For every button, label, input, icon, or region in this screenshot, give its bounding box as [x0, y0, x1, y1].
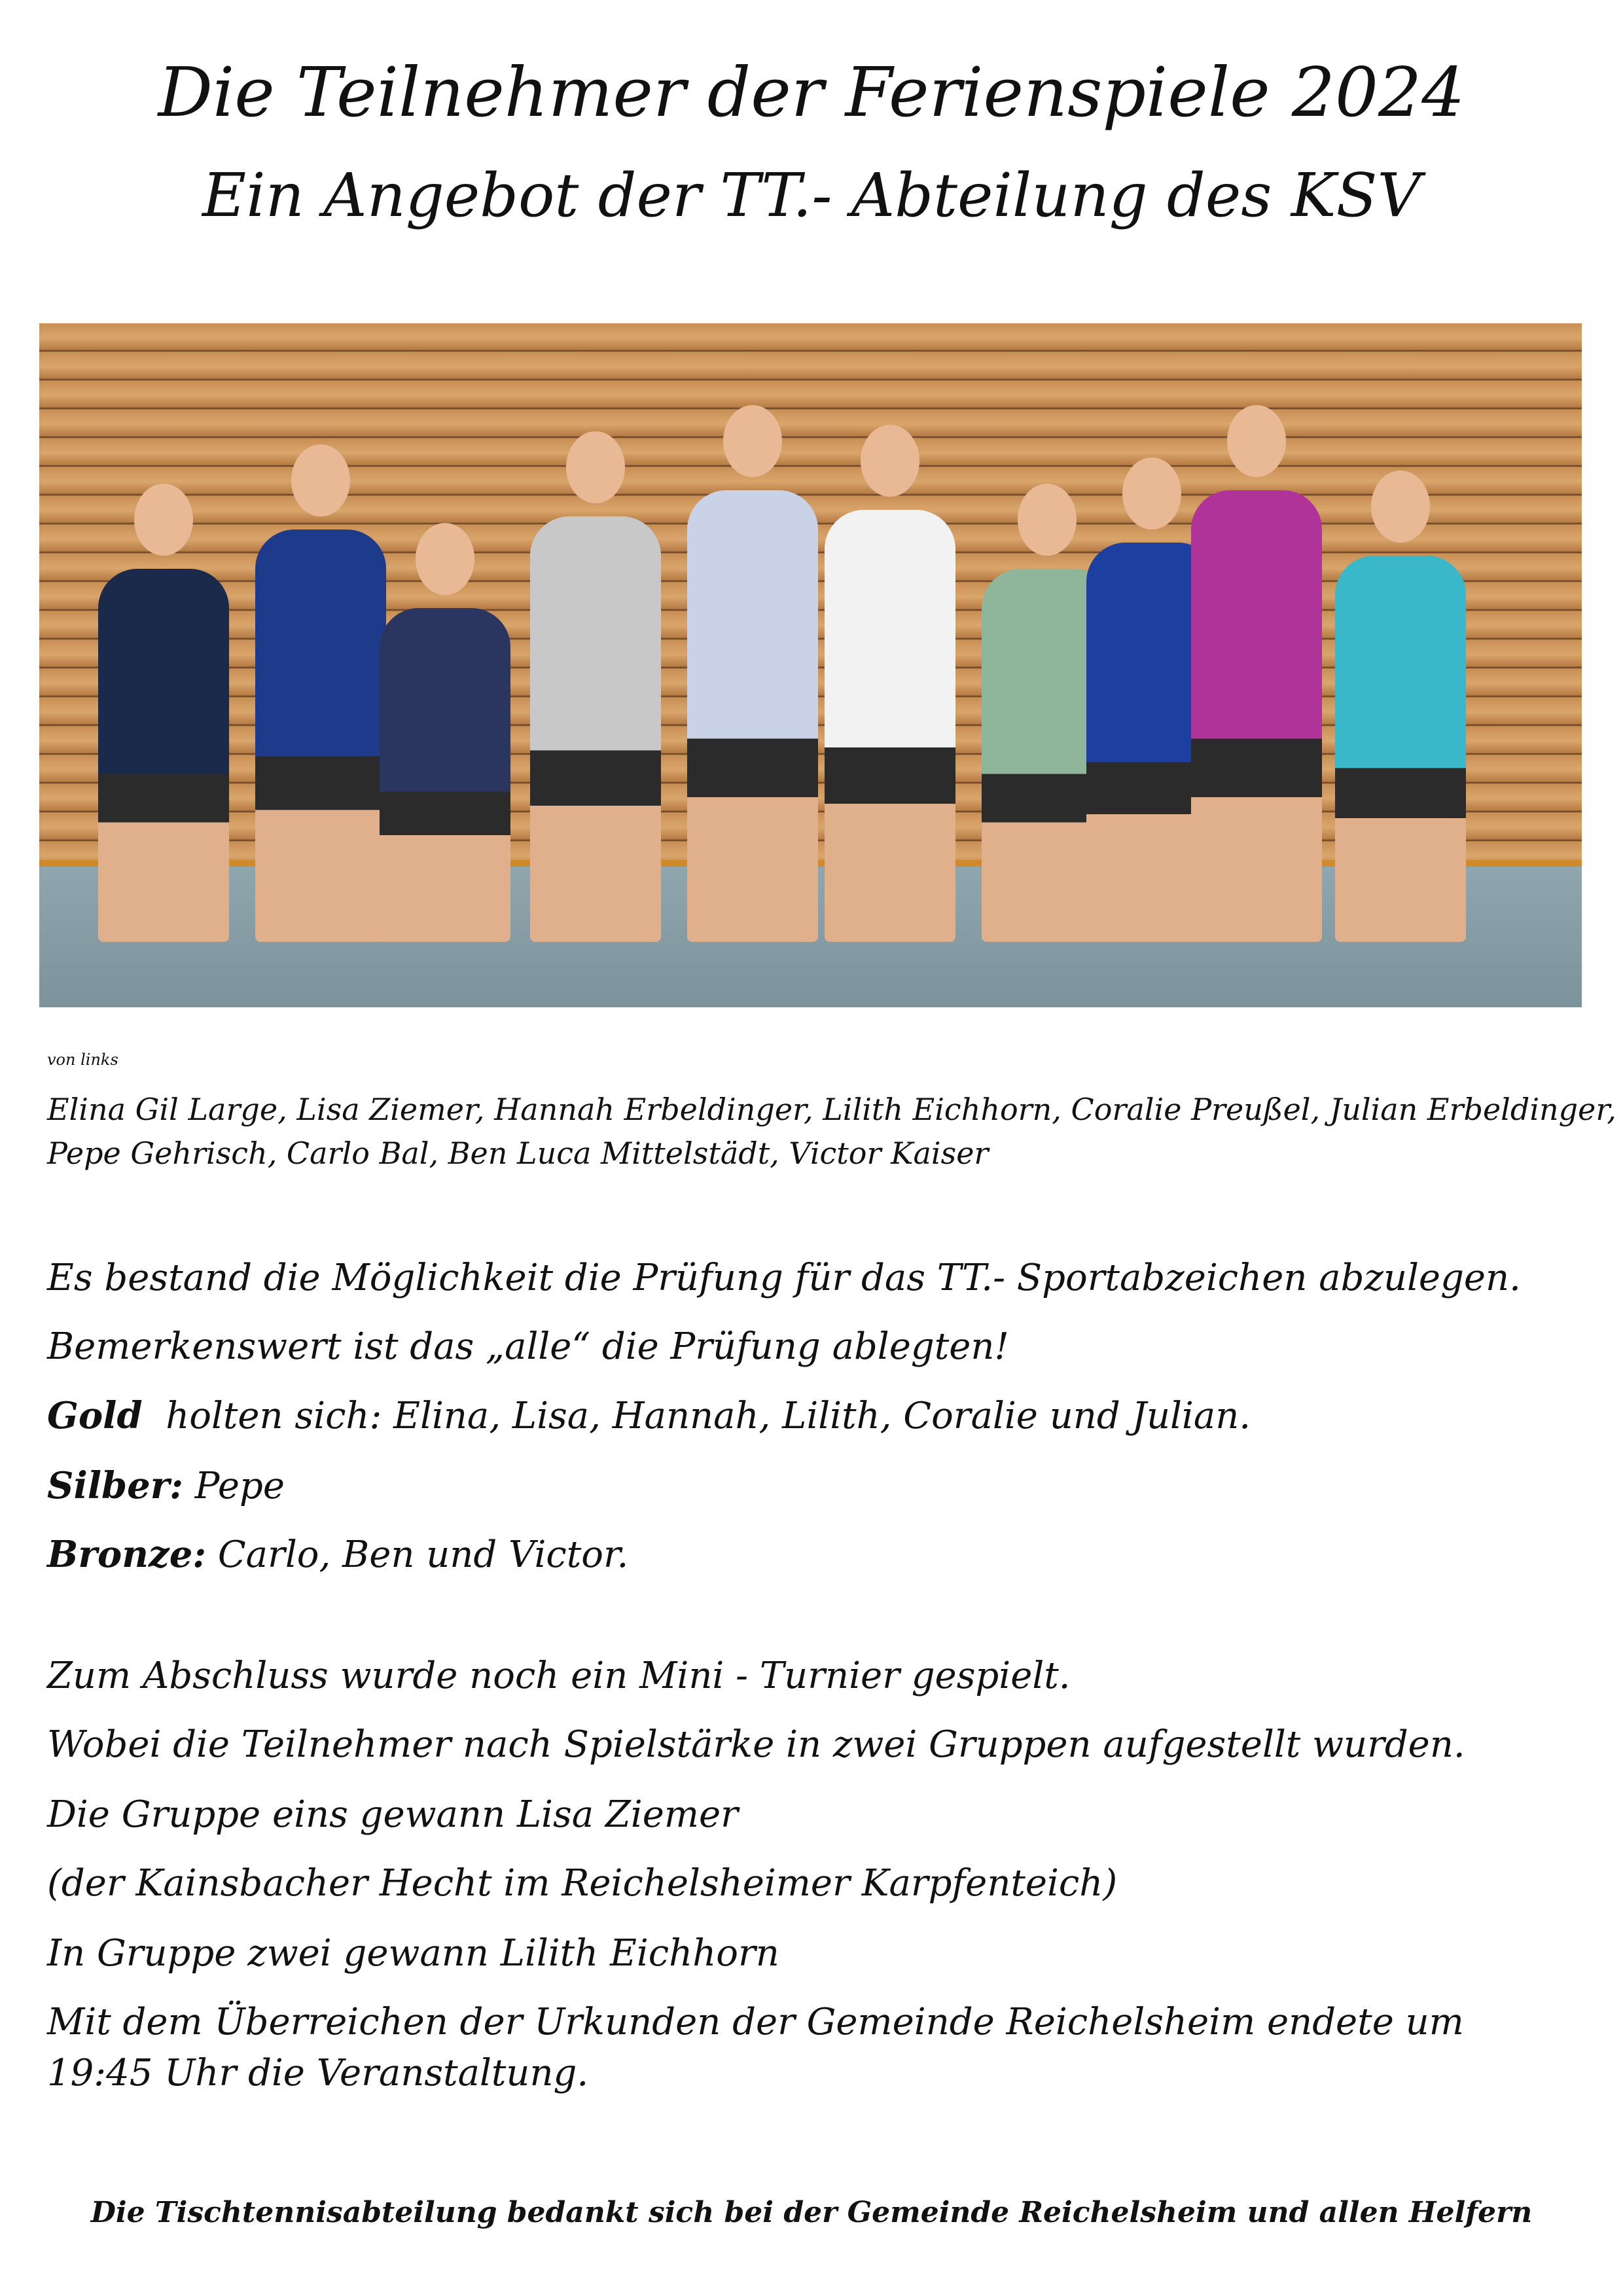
silber-line [47, 1464, 285, 1507]
child-head [1018, 484, 1077, 556]
paragraph: Mit dem Überreichen der Urkunden der Gemeinde Reichelsheim endete um [47, 2001, 1464, 2043]
child-figure [1335, 556, 1466, 942]
page-subtitle: Ein Angebot der TT.- Abteilung des KSV [202, 160, 1421, 230]
paragraph: Die Gruppe eins gewann Lisa Ziemer [47, 1793, 738, 1836]
bronze-line [47, 1533, 628, 1576]
caption-label: von links [47, 1050, 118, 1069]
child-figure [380, 608, 510, 942]
paragraph: Wobei die Teilnehmer nach Spielstärke in zwei Gruppen aufgestellt wurden. [47, 1723, 1465, 1766]
caption-names-line-2: Pepe Gehrisch, Carlo Bal, Ben Luca Mittelstädt, Victor Kaiser [47, 1136, 989, 1171]
child-figure [825, 510, 955, 942]
child-head [1122, 457, 1181, 529]
gold-line [47, 1394, 1251, 1437]
paragraph: Bemerkenswert ist das „alle“ die Prüfung ablegten! [47, 1325, 1009, 1368]
paragraph: Es bestand die Möglichkeit die Prüfung für das TT.- Sportabzeichen abzulegen. [47, 1257, 1521, 1299]
child-head [566, 431, 625, 503]
footer-thanks: Die Tischtennisabteilung bedankt sich bei der Gemeinde Reichelsheim und allen Helfern [90, 2196, 1533, 2229]
child-figure [530, 516, 661, 942]
child-head [291, 444, 350, 516]
page-title: Die Teilnehmer der Ferienspiele 2024 [158, 52, 1465, 132]
child-figure [687, 490, 818, 942]
child-head [861, 425, 919, 497]
silber-text: Pepe [183, 1465, 285, 1507]
silber-label: Silber: [47, 1464, 183, 1507]
bronze-text: Carlo, Ben und Victor. [206, 1534, 629, 1576]
child-figure [255, 529, 386, 942]
child-head [416, 523, 474, 595]
gold-text: holten sich: Elina, Lisa, Hannah, Lilith, Coralie und Julian. [142, 1395, 1251, 1437]
group-photo [39, 323, 1582, 1007]
child-head [1371, 471, 1430, 543]
caption-names-line-1: Elina Gil Large, Lisa Ziemer, Hannah Erbeldinger, Lilith Eichhorn, Coralie Preußel, Julian Erbeldinger, [47, 1092, 1616, 1127]
paragraph: (der Kainsbacher Hecht im Reichelsheimer Karpfenteich) [47, 1862, 1118, 1905]
child-figure [1191, 490, 1322, 942]
paragraph: 19:45 Uhr die Veranstaltung. [47, 2052, 589, 2094]
paragraph: In Gruppe zwei gewann Lilith Eichhorn [47, 1932, 779, 1975]
child-figure [98, 569, 229, 942]
child-head [723, 405, 782, 477]
bronze-label: Bronze: [47, 1533, 207, 1576]
child-head [134, 484, 193, 556]
child-head [1227, 405, 1286, 477]
paragraph: Zum Abschluss wurde noch ein Mini - Turnier gespielt. [47, 1655, 1071, 1697]
gold-label: Gold [47, 1394, 143, 1437]
